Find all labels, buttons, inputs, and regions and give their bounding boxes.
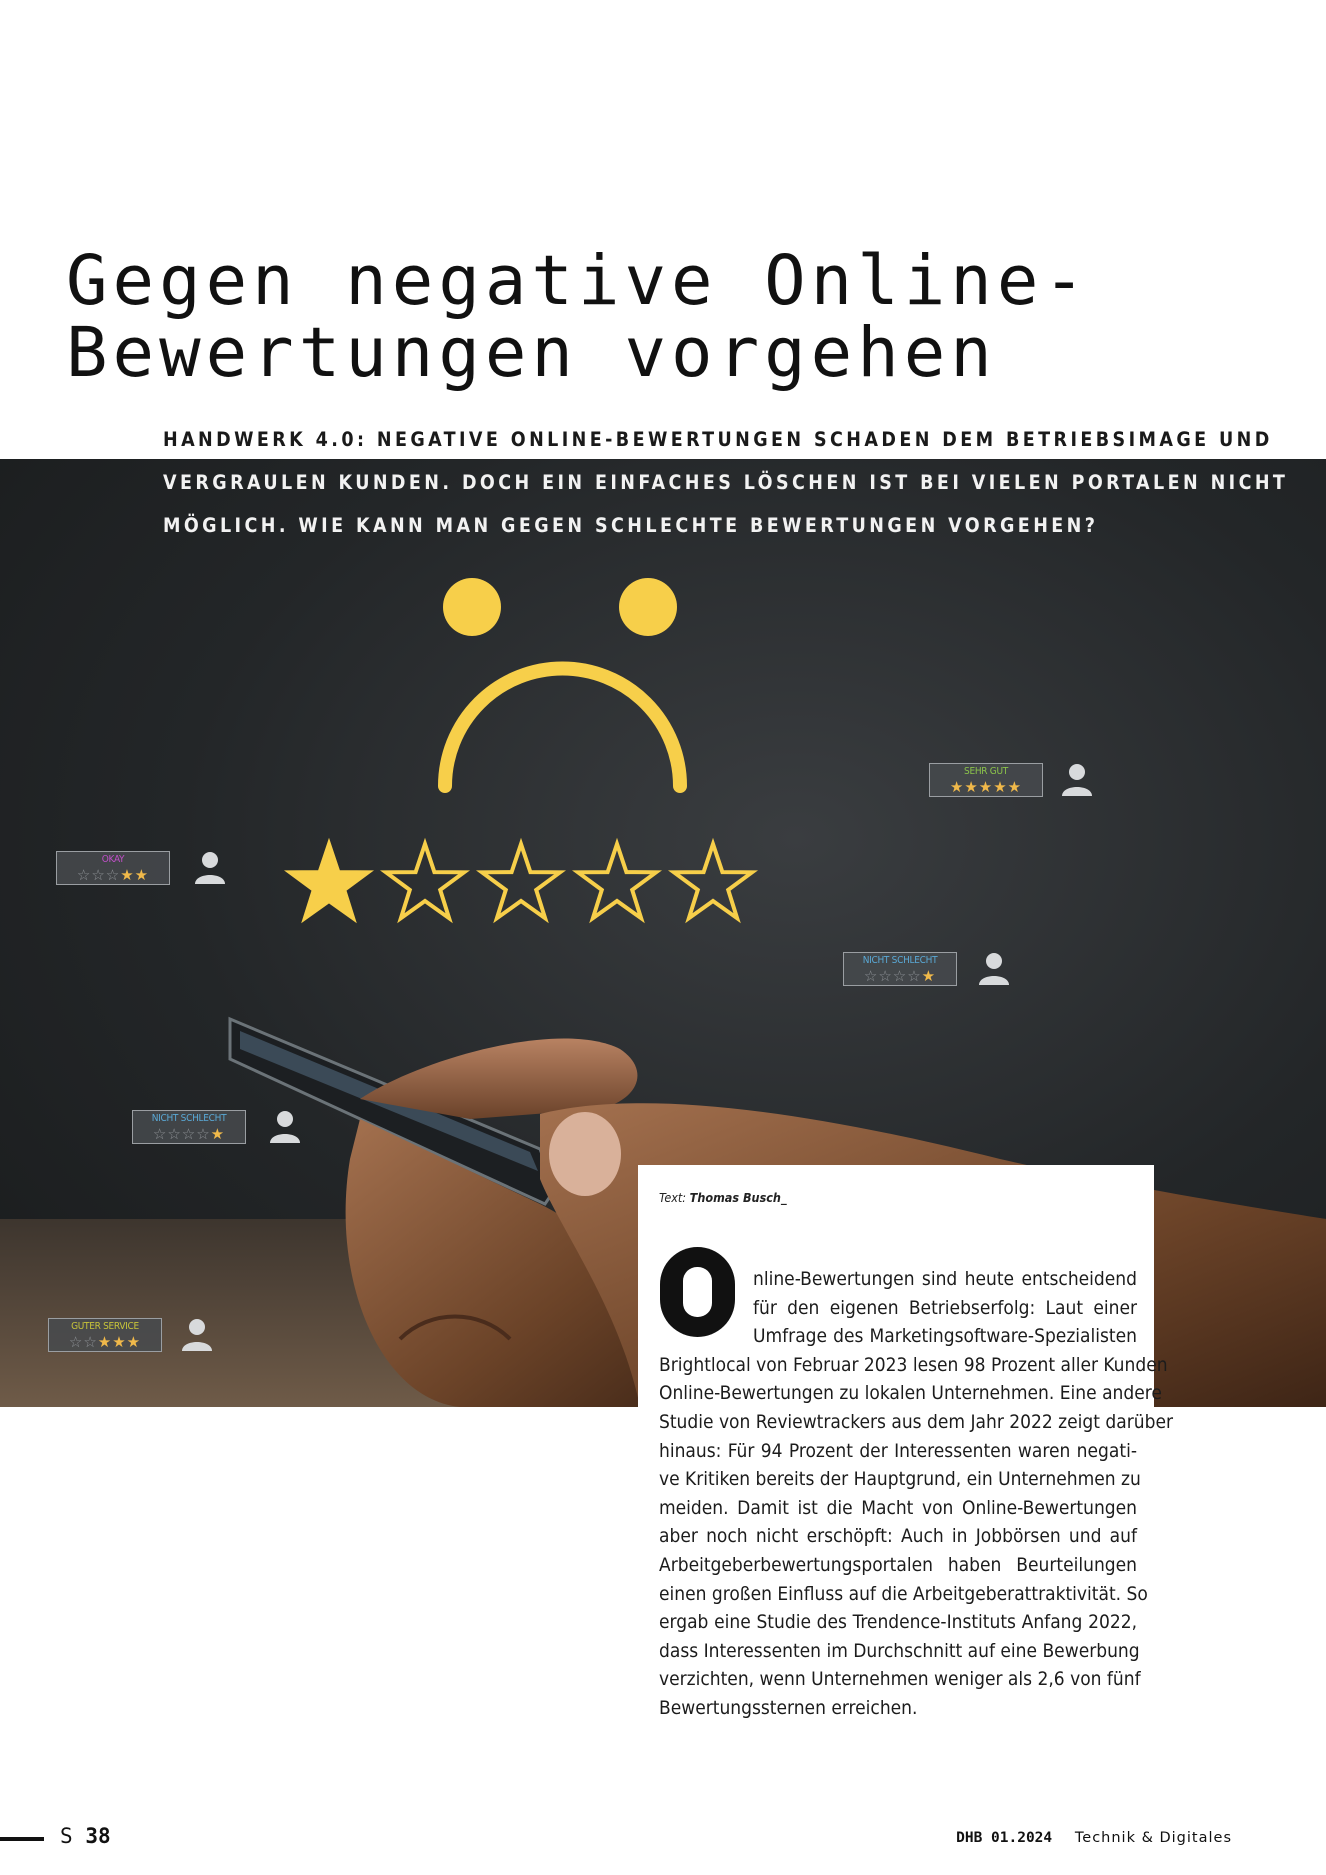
- star-empty-icon: [578, 844, 656, 918]
- lead-line-1: HANDWERK 4.0: NEGATIVE ONLINE-BEWERTUNGEN SCHADEN DEM BETRIEBSIMAGE UND: [163, 428, 1273, 451]
- body-line: Online-Bewertungen zu lokalen Unternehmen. Eine andere: [659, 1382, 1162, 1405]
- lead-line-3: MÖGLICH. WIE KANN MAN GEGEN SCHLECHTE BEWERTUNGEN VORGEHEN?: [163, 514, 1099, 537]
- star-filled-icon: [290, 844, 368, 918]
- star-empty-icon: ☆: [196, 1125, 211, 1143]
- body-line: ve Kritiken bereits der Hauptgrund, ein Unternehmen zu: [659, 1468, 1141, 1491]
- headline-line-1: Gegen negative Online-: [66, 241, 1090, 321]
- body-line: einen großen Einfluss auf die Arbeitgeberattraktivität. So: [659, 1582, 1148, 1605]
- star-filled-icon: ★: [964, 778, 979, 796]
- publication-issue: DHB 01.2024: [956, 1830, 1053, 1846]
- user-icon: [193, 850, 227, 884]
- body-line: Bewertungssternen erreichen.: [659, 1696, 918, 1719]
- star-empty-icon: ☆: [167, 1125, 182, 1143]
- badge-label: GUTER SERVICE: [71, 1321, 139, 1332]
- body-line: dass Interessenten im Durchschnitt auf eine Bewerbung: [659, 1639, 1140, 1662]
- author-name: Thomas Busch_: [689, 1190, 787, 1205]
- body-line: meiden. Damit ist die Macht von Online-Bewertungen: [659, 1496, 1137, 1519]
- rating-badge: [48, 1318, 162, 1352]
- footer-rule: [0, 1837, 44, 1841]
- body-line: hinaus: Für 94 Prozent der Interessenten waren negati-: [659, 1439, 1137, 1462]
- star-empty-icon: ☆: [91, 866, 106, 884]
- star-filled-icon: ★: [112, 1333, 127, 1351]
- byline: [659, 1190, 787, 1205]
- badge-stars: [49, 1334, 161, 1350]
- star-empty-icon: ☆: [152, 1125, 168, 1143]
- body-line: Studie von Reviewtrackers aus dem Jahr 2022 zeigt darüber: [659, 1410, 1173, 1433]
- headline: [66, 241, 1186, 393]
- star-filled-icon: ★: [126, 1333, 142, 1351]
- user-icon: [268, 1109, 302, 1143]
- star-filled-icon: ★: [1007, 778, 1023, 796]
- article-body: [659, 1265, 1173, 1723]
- user-icon: [180, 1317, 214, 1351]
- star-empty-icon: ☆: [76, 866, 92, 884]
- badge-label: SEHR GUT: [964, 766, 1008, 777]
- badge-label: NICHT SCHLECHT: [862, 955, 938, 966]
- body-line: für den eigenen Betriebserfolg: Laut einer: [753, 1296, 1137, 1319]
- star-empty-icon: ☆: [83, 1333, 98, 1351]
- star-filled-icon: ★: [120, 866, 135, 884]
- star-filled-icon: ★: [97, 1333, 113, 1351]
- star-filled-icon: ★: [134, 866, 150, 884]
- star-empty-icon: ☆: [105, 866, 121, 884]
- lead-paragraph: [163, 418, 1289, 547]
- badge-label: NICHT SCHLECHT: [151, 1113, 227, 1124]
- star-filled-icon: ★: [978, 778, 994, 796]
- body-line: ergab eine Studie des Trendence-Instituts Anfang 2022,: [659, 1611, 1137, 1634]
- user-icon: [977, 951, 1011, 985]
- body-line: Arbeitgeberbewertungsportalen haben Beurteilungen: [659, 1553, 1137, 1576]
- star-empty-icon: [482, 844, 560, 918]
- badge-stars: [844, 968, 956, 984]
- sad-face-icon: [443, 578, 680, 786]
- badge-label: OKAY: [101, 854, 125, 865]
- star-filled-icon: ★: [210, 1125, 226, 1143]
- section-letter: S: [60, 1824, 73, 1848]
- star-empty-icon: ☆: [181, 1125, 197, 1143]
- user-icon: [1060, 762, 1094, 796]
- star-empty-icon: [674, 844, 752, 918]
- star-filled-icon: ★: [993, 778, 1008, 796]
- star-empty-icon: [386, 844, 464, 918]
- star-empty-icon: ☆: [878, 967, 893, 985]
- badge-stars: [930, 779, 1042, 795]
- headline-line-2: Bewertungen vorgehen: [66, 313, 997, 393]
- star-empty-icon: ☆: [863, 967, 879, 985]
- article-box: [638, 1165, 1173, 1725]
- page-number-value: 38: [85, 1824, 111, 1848]
- section-name: Technik & Digitales: [1074, 1830, 1232, 1846]
- star-empty-icon: ☆: [892, 967, 908, 985]
- rating-badge: [929, 763, 1043, 797]
- rating-stars: [290, 844, 752, 918]
- body-line: Brightlocal von Februar 2023 lesen 98 Prozent aller Kunden: [659, 1353, 1168, 1376]
- badge-stars: [133, 1126, 245, 1142]
- badge-stars: [57, 867, 169, 883]
- body-line: Umfrage des Marketingsoftware-Spezialisten: [753, 1325, 1137, 1348]
- star-empty-icon: ☆: [907, 967, 922, 985]
- star-filled-icon: ★: [921, 967, 937, 985]
- byline-prefix: Text:: [659, 1190, 687, 1205]
- page-number: [60, 1824, 111, 1848]
- rating-badge: [56, 851, 170, 885]
- rating-badge: [843, 952, 957, 986]
- running-footer: [956, 1830, 1232, 1846]
- body-line: aber noch nicht erschöpft: Auch in Jobbörsen und auf: [659, 1525, 1137, 1548]
- star-empty-icon: ☆: [68, 1333, 84, 1351]
- rating-badge: [132, 1110, 246, 1144]
- star-filled-icon: ★: [949, 778, 965, 796]
- body-line: verzichten, wenn Unternehmen weniger als 2,6 von fünf: [659, 1668, 1141, 1691]
- body-line: nline-Bewertungen sind heute entscheidend: [753, 1268, 1137, 1290]
- lead-line-2: VERGRAULEN KUNDEN. DOCH EIN EINFACHES LÖSCHEN IST BEI VIELEN PORTALEN NICHT: [163, 471, 1289, 494]
